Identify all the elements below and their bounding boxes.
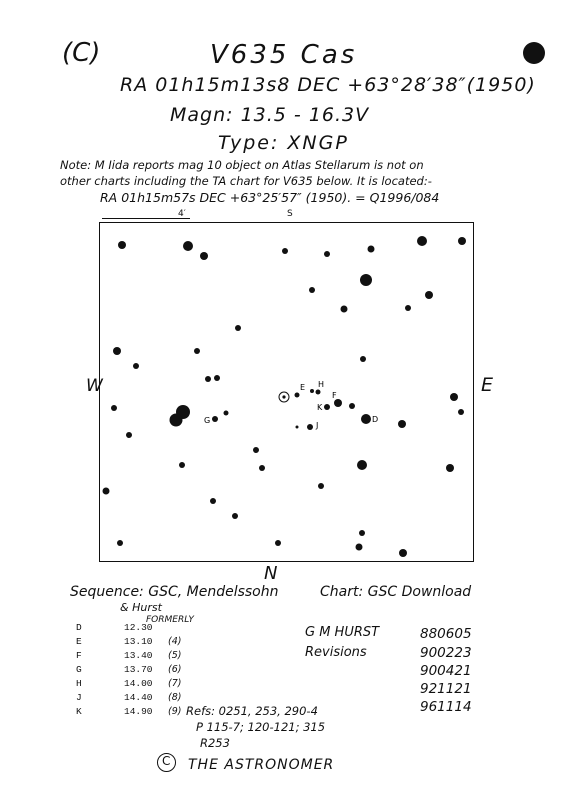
comparison-label-j: J <box>316 421 319 430</box>
star-field <box>100 223 475 563</box>
star <box>194 348 200 354</box>
star <box>360 274 372 286</box>
star <box>282 248 288 254</box>
sequence-star: F <box>76 650 82 661</box>
chart-source: Chart: GSC Download <box>320 584 472 600</box>
comparison-label-g: G <box>204 416 211 425</box>
star <box>417 236 427 246</box>
star <box>349 403 355 409</box>
sequence-formerly: (4) <box>168 636 182 647</box>
star <box>200 252 208 260</box>
sequence-star: J <box>76 692 82 703</box>
star <box>126 432 132 438</box>
star <box>224 411 229 416</box>
star <box>133 363 139 369</box>
star <box>458 409 464 415</box>
sequence-mag: 13.40 <box>124 650 153 661</box>
comparison-label-f: F <box>332 391 337 400</box>
sequence-mag: 14.90 <box>124 706 153 717</box>
star <box>170 414 183 427</box>
sequence-star: G <box>76 664 82 675</box>
direction-north: N <box>264 563 278 584</box>
sequence-mag: 14.00 <box>124 678 153 689</box>
sequence-mag: 13.70 <box>124 664 153 675</box>
sequence-mag: 13.10 <box>124 636 153 647</box>
sequence-row <box>76 650 181 661</box>
comparison-star-f <box>332 391 337 400</box>
star <box>398 420 406 428</box>
punch-hole <box>523 42 545 64</box>
direction-east: E <box>481 374 494 396</box>
star <box>446 464 454 472</box>
sequence-formerly: (8) <box>168 692 182 703</box>
star <box>307 424 313 430</box>
sequence-formerly: (7) <box>168 678 182 689</box>
note-line-2: other charts including the TA chart for V635 below. It is located:- <box>60 174 432 188</box>
star <box>309 287 315 293</box>
south-label: S <box>287 209 293 219</box>
chart-letter: (C) <box>62 38 101 68</box>
comparison-star-e-dot <box>310 389 314 393</box>
star <box>253 447 259 453</box>
star <box>324 404 330 410</box>
copyright-symbol: C <box>162 754 171 768</box>
star <box>232 513 238 519</box>
star <box>324 251 330 257</box>
star <box>318 483 324 489</box>
star-title: V635 Cas <box>210 40 358 70</box>
comparison-label-h: H <box>318 380 325 389</box>
comparison-star-j <box>296 421 319 430</box>
star <box>117 540 123 546</box>
comparison-label-d: D <box>372 415 379 424</box>
sequence-row <box>76 692 181 703</box>
scale-bar <box>102 218 190 219</box>
star <box>368 246 375 253</box>
star <box>360 356 366 362</box>
star <box>179 462 185 468</box>
observer-name: G M HURST <box>305 625 380 640</box>
refs-line-1: Refs: 0251, 253, 290-4 <box>186 704 318 718</box>
scale-label: 4′ <box>178 209 186 219</box>
refs-line-2: P 115-7; 120-121; 315 <box>196 720 326 734</box>
comparison-star-h <box>318 380 324 389</box>
comparison-star-d <box>372 415 378 424</box>
star <box>361 414 371 424</box>
comparison-star-j-dot <box>296 426 299 429</box>
star <box>357 460 367 470</box>
sequence-title-2: & Hurst <box>120 601 162 614</box>
variable-marker <box>279 392 289 402</box>
sequence-star: E <box>76 636 82 647</box>
sequence-formerly: (6) <box>168 664 182 675</box>
star <box>103 488 110 495</box>
star <box>118 241 126 249</box>
star <box>212 416 218 422</box>
refs-line-3: R253 <box>200 736 230 750</box>
comparison-star-k <box>317 403 323 412</box>
revision-date: 961114 <box>420 699 472 715</box>
star <box>316 390 321 395</box>
revision-date: 880605 <box>420 626 472 642</box>
star <box>111 405 117 411</box>
revision-date: 900421 <box>420 663 472 679</box>
star-coordinates: RA 01h15m13s8 DEC +63°28′38″(1950) <box>120 74 536 96</box>
note-line-3: RA 01h15m57s DEC +63°25′57″ (1950). = Q1996/084 <box>100 190 440 205</box>
revisions-label: Revisions <box>305 645 367 660</box>
star <box>214 375 220 381</box>
star <box>334 399 342 407</box>
star <box>295 393 300 398</box>
sequence-star: D <box>76 622 82 633</box>
sequence-title: Sequence: GSC, Mendelssohn <box>70 584 279 600</box>
sequence-mag: 12.30 <box>124 622 153 633</box>
star <box>450 393 458 401</box>
revision-date: 900223 <box>420 645 472 661</box>
sequence-mag: 14.40 <box>124 692 153 703</box>
publisher-name: THE ASTRONOMER <box>188 757 335 773</box>
direction-west: W <box>86 376 103 396</box>
sequence-formerly: (5) <box>168 650 182 661</box>
star <box>356 544 363 551</box>
star <box>235 325 241 331</box>
sequence-star: H <box>76 678 82 689</box>
note-line-1: Note: M Iida reports mag 10 object on Atlas Stellarum is not on <box>60 158 424 172</box>
finder-chart <box>99 222 474 562</box>
star <box>205 376 211 382</box>
sequence-row <box>76 678 181 689</box>
comparison-star-g <box>204 416 210 425</box>
star <box>458 237 466 245</box>
star <box>259 465 265 471</box>
star <box>405 305 411 311</box>
sequence-row <box>76 706 181 717</box>
star <box>113 347 121 355</box>
comparison-label-k: K <box>317 403 323 412</box>
formerly-header: FORMERLY <box>146 615 194 625</box>
variable-type: Type: XNGP <box>218 132 349 154</box>
sequence-formerly: (9) <box>168 706 182 717</box>
sequence-row <box>76 664 181 675</box>
star <box>425 291 433 299</box>
star <box>359 530 365 536</box>
star <box>275 540 281 546</box>
star <box>183 241 193 251</box>
star <box>399 549 407 557</box>
star <box>341 306 348 313</box>
revision-date: 921121 <box>420 681 472 697</box>
sequence-star: K <box>76 706 82 717</box>
star <box>210 498 216 504</box>
sequence-row <box>76 622 168 633</box>
comparison-star-e <box>300 383 314 393</box>
magnitude-range: Magn: 13.5 - 16.3V <box>170 104 370 126</box>
variable-star <box>282 395 285 398</box>
sequence-row <box>76 636 181 647</box>
comparison-label-e: E <box>300 383 306 392</box>
